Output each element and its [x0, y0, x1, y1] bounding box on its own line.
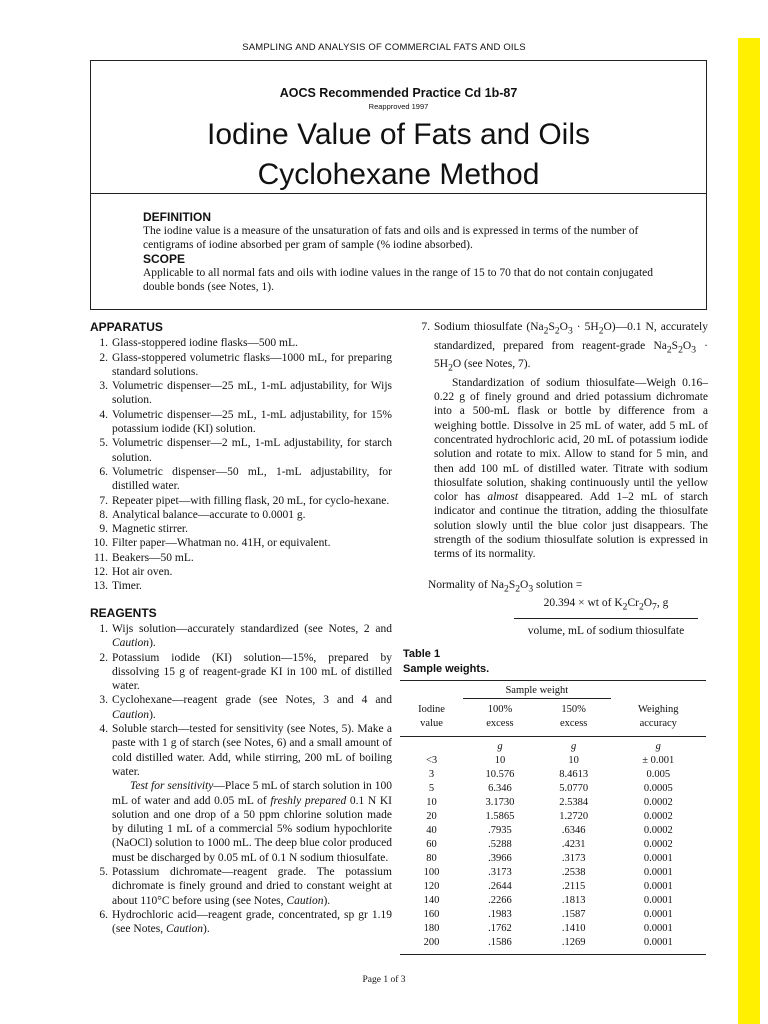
table-cell: 8.4613: [559, 768, 589, 780]
table-row: [400, 880, 706, 894]
table-cell: .5288: [488, 838, 512, 850]
scope-text: Applicable to all normal fats and oils with iodine values in the range of 15 to 70 that do not contain conjugated double bonds (see Notes, 1).: [143, 267, 654, 293]
table-cell: 0.0002: [643, 838, 673, 850]
table-row: [400, 852, 706, 866]
table-cell: <3: [425, 754, 438, 766]
standard-designation: AOCS Recommended Practice Cd 1b-87: [279, 86, 518, 100]
list-item: 9. Magnetic stirrer.: [99, 523, 189, 536]
list-item: 3. Cyclohexane—reagent grade (see Notes, 3 and 4 and Caution).: [99, 694, 392, 721]
table-cell: 0.0002: [643, 796, 673, 808]
table-cell: 80: [426, 852, 437, 864]
table-cell: .3173: [561, 852, 586, 864]
table-cell: 20: [426, 810, 437, 822]
list-item: 4. Volumetric dispenser—25 mL, 1-mL adjustability, for 15% potassium iodide (KI) solution.: [99, 408, 392, 436]
table-row: [400, 768, 706, 782]
table-cell: .3173: [488, 866, 512, 878]
table-cell: 0.0002: [643, 810, 673, 822]
table-cell: 200: [423, 936, 440, 948]
table-cell: 3.1730: [485, 796, 515, 808]
table-cell: 0.0005: [643, 782, 673, 794]
table-cell: .2266: [488, 894, 512, 906]
table-header-row: [400, 703, 706, 731]
list-item: 3. Volumetric dispenser—25 mL, 1-mL adjustability, for Wijs solution.: [99, 380, 392, 407]
definition-heading: DEFINITION: [143, 210, 211, 224]
list-item: 5. Potassium dichromate—reagent grade. The potassium dichromate is finely ground and dried to constant weight at about 110°C before using (see Notes, Caution).: [99, 865, 392, 907]
table-row: [400, 866, 706, 880]
table-cell: 160: [423, 908, 440, 920]
left-column: [90, 320, 392, 936]
formula-denominator: volume, mL of sodium thiosulfate: [527, 624, 685, 637]
table-row: [400, 936, 706, 950]
list-item: 2. Potassium iodide (KI) solution—15%, prepared by dissolving 15 g of reagent-grade KI in 100 mL of distilled water.: [99, 651, 392, 693]
table-cell: 0.0002: [643, 824, 673, 836]
scope-heading: SCOPE: [143, 252, 186, 266]
table-cell: .6346: [561, 824, 586, 836]
page-title-line-2: Cyclohexane Method: [257, 158, 540, 191]
table-cell: .1587: [561, 908, 586, 920]
sensitivity-test-paragraph: Test for sensitivity—Place 5 mL of starch solution in 100 mL of water and add 0.05 mL of freshly prepared 0.1 N KI solution and one drop of a 50 ppm chlorine solution made by diluting 1 mL of a commercial 5% sodium hypochlorite (NaOCl) solution to 1000 mL. The deep blue color produced must be discharged by 0.05 mL of 0.1 N sodium thiosulfate.: [112, 780, 392, 864]
table-cell: 0.005: [646, 768, 671, 780]
table-row: [400, 922, 706, 936]
table-cell: 0.0001: [643, 880, 673, 892]
formula-lhs: Normality of $Na_2S_2O_3$ solution =: [428, 578, 583, 594]
column-header: Weighing accuracy: [637, 704, 679, 729]
table-cell: 0.0001: [643, 852, 673, 864]
list-item: 10. Filter paper—Whatman no. 41H, or equivalent.: [93, 537, 331, 550]
table-row: [400, 754, 706, 768]
table-cell: 120: [423, 880, 440, 892]
table-cell: 6.346: [488, 782, 512, 794]
list-item: 5. Volumetric dispenser—2 mL, 1-mL adjustability, for starch solution.: [99, 437, 392, 464]
page-title-line-1: Iodine Value of Fats and Oils: [207, 118, 590, 151]
table-cell: 10: [426, 796, 437, 808]
reagents-heading: REAGENTS: [90, 605, 157, 620]
table-cell: .1269: [561, 936, 586, 948]
table-cell: 5.0770: [559, 782, 589, 794]
list-item: 7. Repeater pipet—with filling flask, 20 mL, for cyclo-hexane.: [99, 494, 390, 507]
running-head: SAMPLING AND ANALYSIS OF COMMERCIAL FATS AND OILS: [242, 42, 526, 53]
table-cell: .1813: [561, 894, 586, 906]
apparatus-list: [90, 336, 392, 593]
table-cell: 3: [428, 768, 435, 780]
formula-fraction: [514, 596, 698, 638]
table-cell: 2.5384: [559, 796, 589, 808]
right-column: [412, 320, 708, 638]
list-item: 8. Analytical balance—accurate to 0.0001 g.: [99, 508, 306, 521]
table-cell: 1.5865: [485, 810, 515, 822]
table-cell: 100: [423, 866, 440, 878]
list-item: 6. Hydrochloric acid—reagent grade, concentrated, sp gr 1.19 (see Notes, Caution).: [99, 908, 392, 936]
table-cell: .2644: [488, 880, 512, 892]
table-row: [400, 824, 706, 838]
table-cell: ± 0.001: [642, 754, 675, 766]
reagents-list-continued: [412, 320, 708, 562]
list-item: 1. Glass-stoppered iodine flasks—500 mL.: [99, 337, 298, 350]
table-cell: 0.0001: [643, 922, 673, 934]
list-item: 2. Glass-stoppered volumetric flasks—1000 mL, for preparing standard solutions.: [99, 351, 392, 378]
table-cell: 5: [428, 782, 435, 794]
table-row: [400, 908, 706, 922]
table-cell: 0.0001: [643, 936, 673, 948]
table-cell: 1.2720: [559, 810, 589, 822]
table-cell: .1983: [488, 908, 512, 920]
reapproved-note: Reapproved 1997: [368, 102, 429, 111]
table-cell: 0.0001: [643, 866, 673, 878]
formula-numerator: 20.394 × wt of $K_2Cr_2O_7$, g: [514, 596, 698, 619]
list-item: 1. Wijs solution—accurately standardized (see Notes, 2 and Caution).: [99, 622, 392, 650]
table-cell: 0.0001: [643, 894, 673, 906]
table-caption: Table 1 Sample weights.: [403, 648, 490, 675]
table-row: [400, 796, 706, 810]
table-row: [400, 810, 706, 824]
group-header: Sample weight: [505, 685, 569, 696]
table-cell: 40: [426, 824, 437, 836]
table-cell: .3966: [488, 852, 512, 864]
table-cell: 180: [423, 922, 440, 934]
table-cell: 0.0001: [643, 908, 673, 920]
list-item: 7. Sodium thiosulfate ($Na_2S_2O_3$ · $5H_2O)—0.1$ N, accurately standardized, prepared from reagent-grade $Na_2S_2O_3 \cdot 5H_2O$ (see Notes, 7). Standardization of sodium thiosulfate—Weigh 0.16–0.22 g of finely ground and dried potassium dichromate into a 500-mL flask or bottle by difference from a weighing bottle. Dissolve in 25 mL of water, add 5 mL of concentrated hydrochloric acid, 20 mL of potassium iodide solution and rotate to mix. Allow to stand for 5 min, and then add 100 mL of distilled water. Titrate with sodium thiosulfate solution, shaking continuously until the yellow color has almost disappeared. Add 1–2 mL of starch indicator and continue the titration, adding the thiosulfate solution slowly until the blue color just disappears. The strength of the sodium thiosulfate solution is expressed in terms of its normality.: [421, 321, 708, 561]
table-row: [400, 782, 706, 796]
apparatus-heading: APPARATUS: [90, 320, 163, 334]
table-cell: 10.576: [485, 768, 515, 780]
table-cell: .2538: [561, 866, 586, 878]
column-header: Iodine value: [418, 704, 445, 729]
list-item: 12. Hot air oven.: [93, 566, 173, 579]
normality-formula: [412, 578, 708, 638]
table-cell: 60: [426, 838, 437, 850]
table-cell: 140: [423, 894, 440, 906]
title-box: [90, 60, 707, 194]
column-header: 100% excess: [486, 704, 514, 729]
table-cell: .1762: [488, 922, 512, 934]
reagents-list: [90, 622, 392, 937]
column-header: 150% excess: [559, 704, 588, 729]
table-row: [400, 894, 706, 908]
table-cell: .1586: [488, 936, 512, 948]
list-item: 4. Soluble starch—tested for sensitivity (see Notes, 5). Make a paste with 1 g of starch (see Notes, 6) and a small amount of cold distilled water. Add, while stirring, 200 mL of boiling water. Test for sensitivity—Place 5 mL of starch solution in 100 mL of water and add 0.05 mL of freshly prepared 0.1 N KI solution and one drop of a 50 ppm chlorine solution made by diluting 1 mL of a commercial 5% sodium hypochlorite (NaOCl) solution to 1000 mL. The deep blue color produced must be discharged by 0.05 mL of 0.1 N sodium thiosulfate.: [99, 723, 392, 864]
table-cell: 10: [568, 754, 579, 766]
table-cell: .4231: [561, 838, 586, 850]
table-cell: .2115: [562, 880, 586, 892]
list-item: 11. Beakers—50 mL.: [94, 551, 194, 564]
definition-text: The iodine value is a measure of the unsaturation of fats and oils and is expressed in terms of the number of centigrams of iodine absorbed per gram of sample (% iodine absorbed).: [143, 225, 639, 251]
table-cell: 10: [494, 754, 506, 766]
list-item: 6. Volumetric dispenser—50 mL, 1-mL adjustability, for distilled water.: [99, 465, 392, 493]
definition-scope-box: [90, 194, 707, 310]
units-row: g g g: [497, 740, 661, 752]
table-row: [400, 838, 706, 852]
margin-highlight-bar: [738, 38, 760, 1024]
list-item: 13. Timer.: [93, 580, 142, 593]
page-number: Page 1 of 3: [362, 975, 406, 985]
table-group-header-row: [400, 681, 706, 699]
table-cell: .7935: [488, 824, 512, 836]
table-cell: .1410: [561, 922, 586, 934]
standardization-paragraph: Standardization of sodium thiosulfate—Weigh 0.16–0.22 g of finely ground and dried potassium dichromate into a 500-mL flask or bottle by difference from a weighing bottle. Dissolve in 25 mL of water, add 5 mL of concentrated hydrochloric acid, 20 mL of potassium iodide solution and rotate to mix. Allow to stand for 5 min, and then add 100 mL of distilled water. Titrate with sodium thiosulfate solution, shaking continuously until the yellow color has almost disappeared. Add 1–2 mL of starch indicator and continue the titration, adding the thiosulfate solution slowly until the blue color just disappears. The strength of the sodium thiosulfate solution is expressed in terms of its normality.: [434, 376, 708, 561]
sample-weights-table: [400, 680, 706, 955]
